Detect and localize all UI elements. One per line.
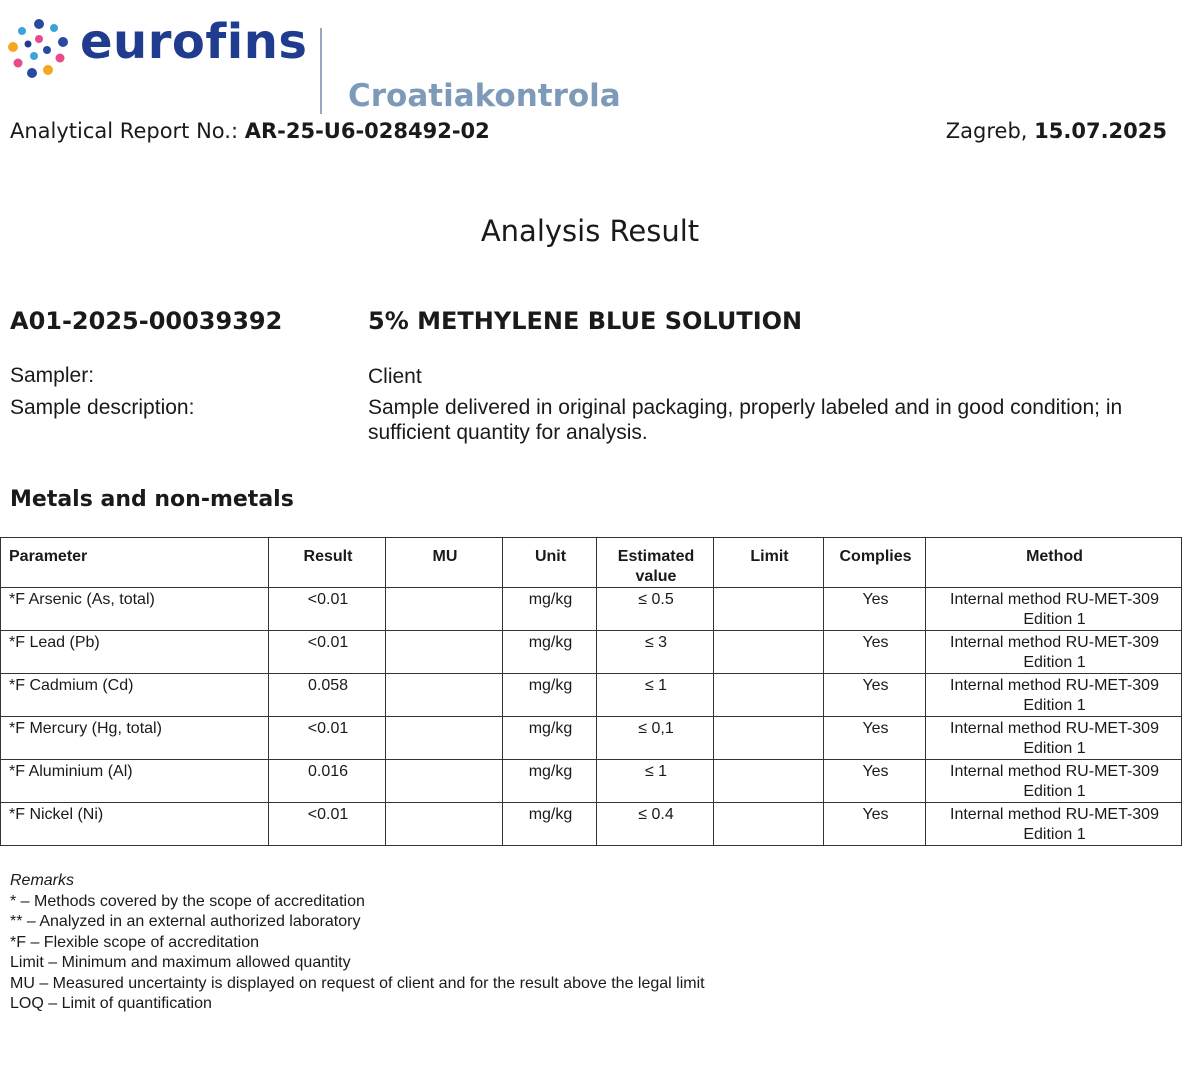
cell-mu bbox=[386, 803, 503, 846]
method-name: Internal method RU-MET-309 bbox=[950, 634, 1159, 651]
method-edition: Edition 1 bbox=[1023, 783, 1086, 800]
cell-result: 0.016 bbox=[269, 760, 386, 803]
cell-result: <0.01 bbox=[269, 717, 386, 760]
cell-estimated-value: ≤ 3 bbox=[597, 631, 714, 674]
table-row bbox=[1, 760, 1182, 803]
table-row bbox=[1, 674, 1182, 717]
cell-limit bbox=[714, 674, 824, 717]
cell-limit bbox=[714, 717, 824, 760]
method-name: Internal method RU-MET-309 bbox=[950, 806, 1159, 823]
cell-result: <0.01 bbox=[269, 588, 386, 631]
cell-parameter: *F Nickel (Ni) bbox=[1, 803, 269, 846]
column-header-unit: Unit bbox=[503, 538, 597, 588]
cell-complies: Yes bbox=[824, 717, 926, 760]
cell-method bbox=[926, 588, 1182, 631]
remark-line: MU – Measured uncertainty is displayed on request of client and for the result above the legal limit bbox=[10, 974, 705, 992]
cell-method bbox=[926, 803, 1182, 846]
cell-mu bbox=[386, 588, 503, 631]
remark-line: * – Methods covered by the scope of accreditation bbox=[10, 892, 365, 910]
cell-method bbox=[926, 674, 1182, 717]
report-city: Zagreb, bbox=[945, 119, 1035, 143]
report-date-line bbox=[946, 119, 1167, 143]
remark-line: LOQ – Limit of quantification bbox=[10, 995, 212, 1012]
method-edition: Edition 1 bbox=[1023, 611, 1086, 628]
column-header-method: Method bbox=[926, 538, 1182, 588]
cell-complies: Yes bbox=[824, 760, 926, 803]
cell-parameter: *F Cadmium (Cd) bbox=[1, 674, 269, 717]
column-header-complies: Complies bbox=[824, 538, 926, 588]
cell-parameter: *F Aluminium (Al) bbox=[1, 760, 269, 803]
cell-result: <0.01 bbox=[269, 803, 386, 846]
cell-limit bbox=[714, 631, 824, 674]
column-header-limit: Limit bbox=[714, 538, 824, 588]
method-name: Internal method RU-MET-309 bbox=[950, 720, 1159, 737]
cell-parameter: *F Mercury (Hg, total) bbox=[1, 717, 269, 760]
table-row bbox=[1, 588, 1182, 631]
results-table bbox=[0, 537, 1182, 846]
cell-estimated-value: ≤ 1 bbox=[597, 760, 714, 803]
column-header-estimated-value: Estimated value bbox=[597, 538, 714, 588]
method-edition: Edition 1 bbox=[1023, 826, 1086, 843]
report-label: Analytical Report No.: bbox=[10, 119, 245, 143]
cell-mu bbox=[386, 717, 503, 760]
cell-method bbox=[926, 631, 1182, 674]
method-edition: Edition 1 bbox=[1023, 697, 1086, 714]
cell-mu bbox=[386, 760, 503, 803]
sample-description-label: Sample description: bbox=[10, 396, 195, 419]
table-row bbox=[1, 717, 1182, 760]
remark-line: ** – Analyzed in an external authorized laboratory bbox=[10, 913, 361, 930]
logo-subtitle: Croatiakontrola bbox=[348, 78, 621, 114]
cell-result: 0.058 bbox=[269, 674, 386, 717]
remarks-heading: Remarks bbox=[10, 872, 75, 889]
cell-mu bbox=[386, 674, 503, 717]
cell-unit: mg/kg bbox=[503, 760, 597, 803]
report-number: AR-25-U6-028492-02 bbox=[244, 119, 490, 143]
remark-line: *F – Flexible scope of accreditation bbox=[10, 933, 260, 951]
remark-line: Limit – Minimum and maximum allowed quantity bbox=[10, 954, 351, 971]
cell-estimated-value: ≤ 0.4 bbox=[597, 803, 714, 846]
table-header-row bbox=[1, 538, 1182, 588]
method-name: Internal method RU-MET-309 bbox=[950, 591, 1159, 608]
column-header-result: Result bbox=[269, 538, 386, 588]
method-edition: Edition 1 bbox=[1023, 740, 1086, 757]
report-date: 15.07.2025 bbox=[1034, 119, 1167, 143]
cell-unit: mg/kg bbox=[503, 674, 597, 717]
method-name: Internal method RU-MET-309 bbox=[950, 763, 1159, 780]
cell-unit: mg/kg bbox=[503, 631, 597, 674]
report-number-line bbox=[10, 119, 490, 143]
cell-method bbox=[926, 717, 1182, 760]
cell-estimated-value: ≤ 0.5 bbox=[597, 588, 714, 631]
column-header-parameter: Parameter bbox=[1, 538, 269, 588]
cell-limit bbox=[714, 803, 824, 846]
logo-divider bbox=[320, 28, 322, 114]
remarks bbox=[10, 871, 705, 1015]
cell-complies: Yes bbox=[824, 674, 926, 717]
cell-result: <0.01 bbox=[269, 631, 386, 674]
sample-description-value: Sample delivered in original packaging, properly labeled and in good condition; in sufficient quantity for analysis. bbox=[368, 396, 1123, 444]
table-row bbox=[1, 631, 1182, 674]
sample-id: A01-2025-00039392 bbox=[10, 307, 283, 335]
cell-unit: mg/kg bbox=[503, 588, 597, 631]
table-row bbox=[1, 803, 1182, 846]
method-edition: Edition 1 bbox=[1023, 654, 1086, 671]
cell-limit bbox=[714, 588, 824, 631]
sampler-value: Client bbox=[368, 365, 422, 388]
page-title: Analysis Result bbox=[480, 214, 700, 248]
cell-complies: Yes bbox=[824, 803, 926, 846]
cell-parameter: *F Lead (Pb) bbox=[1, 631, 269, 674]
cell-complies: Yes bbox=[824, 588, 926, 631]
logo-wordmark: eurofins bbox=[80, 14, 308, 70]
eurofins-dots-icon bbox=[8, 18, 70, 80]
cell-unit: mg/kg bbox=[503, 803, 597, 846]
company-logo bbox=[8, 14, 621, 123]
cell-limit bbox=[714, 760, 824, 803]
cell-complies: Yes bbox=[824, 631, 926, 674]
sample-name: 5% METHYLENE BLUE SOLUTION bbox=[368, 307, 803, 335]
section-title: Metals and non-metals bbox=[10, 487, 294, 512]
cell-estimated-value: ≤ 0,1 bbox=[597, 717, 714, 760]
column-header-mu: MU bbox=[386, 538, 503, 588]
method-name: Internal method RU-MET-309 bbox=[950, 677, 1159, 694]
cell-unit: mg/kg bbox=[503, 717, 597, 760]
cell-parameter: *F Arsenic (As, total) bbox=[1, 588, 269, 631]
cell-mu bbox=[386, 631, 503, 674]
cell-estimated-value: ≤ 1 bbox=[597, 674, 714, 717]
sampler-label: Sampler: bbox=[10, 364, 95, 387]
cell-method bbox=[926, 760, 1182, 803]
